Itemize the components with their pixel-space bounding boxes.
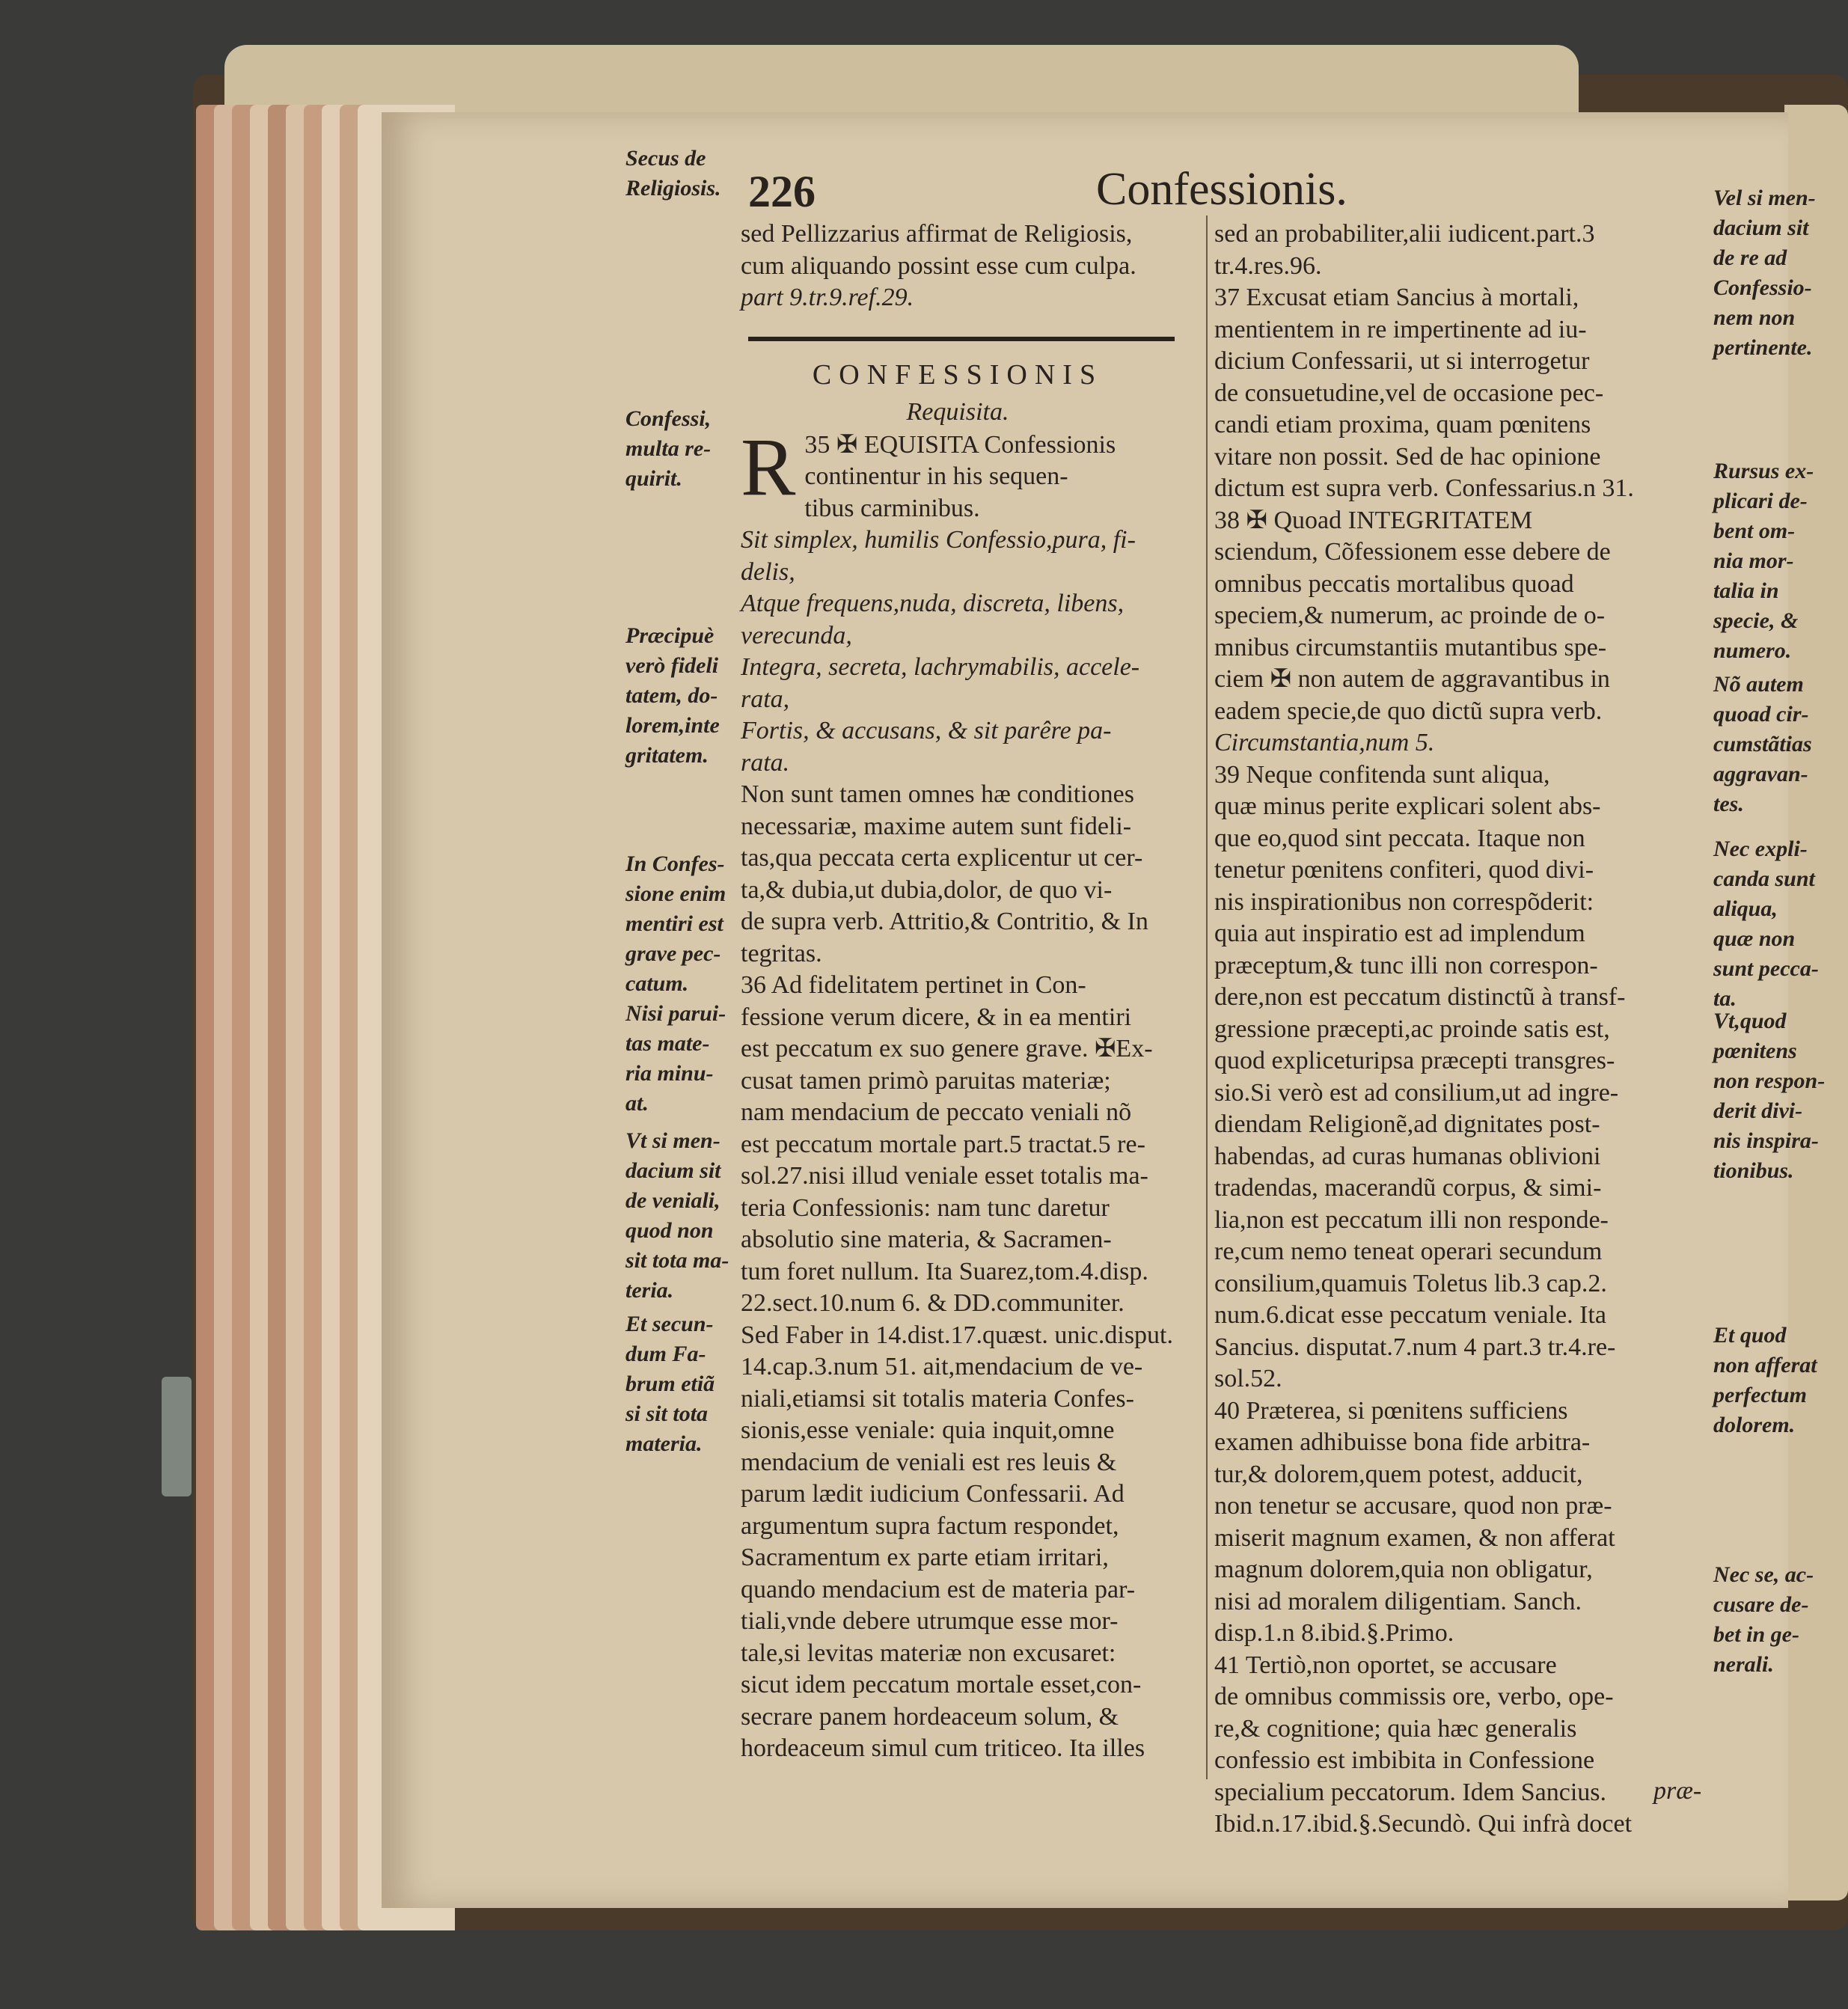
right-column — [1214, 218, 1708, 1841]
printed-page — [382, 112, 1826, 1908]
text-line: est peccatum mortale part.5 tractat.5 re- — [741, 1130, 1145, 1158]
text-line: mentientem in re impertinente ad iu- — [1214, 315, 1587, 343]
text-line: eadem specie,de quo dictũ supra verb. — [1214, 697, 1603, 725]
margin-note-line: Vel si men- — [1713, 186, 1816, 210]
margin-note-line: non afferat — [1713, 1353, 1817, 1377]
text-line: tiali,vnde debere utrumque esse mor- — [741, 1607, 1119, 1635]
text-line: nam mendacium de peccato veniali nõ — [741, 1098, 1132, 1126]
margin-note-line: sione enim — [625, 881, 726, 906]
text-line: necessariæ, maxime autem sunt fideli- — [741, 812, 1132, 840]
text-line: rata. — [741, 748, 790, 777]
margin-note-line: mentiri est — [625, 911, 723, 936]
margin-note-line: Religiosis. — [625, 176, 721, 201]
text-line: delis, — [741, 557, 795, 586]
margin-note-line: tes. — [1713, 792, 1744, 816]
text-line: de omnibus commissis ore, verbo, ope- — [1214, 1683, 1614, 1710]
margin-note-line: pœnitens — [1713, 1039, 1797, 1063]
text-line: diendam Religionẽ,ad dignitates post- — [1214, 1110, 1600, 1138]
text-line: niali,etiamsi sit totalis materia Confes- — [741, 1384, 1134, 1413]
text-line: Non sunt tamen omnes hæ conditiones — [741, 780, 1135, 808]
margin-note-line: aliqua, — [1713, 896, 1778, 921]
text-line: tr.4.res.96. — [1214, 251, 1322, 280]
margin-note — [1713, 1560, 1814, 1680]
margin-note-line: teria. — [625, 1278, 674, 1303]
margin-note — [625, 621, 720, 771]
text-line: candi etiam proxima, quam pœnitens — [1214, 411, 1591, 438]
margin-note-line: Confessi, — [625, 406, 712, 431]
text-line: sciendum, Cõfessionem esse debere de — [1214, 538, 1611, 566]
text-line: Sancius. disputat.7.num 4 part.3 tr.4.re- — [1214, 1333, 1616, 1361]
text-line: part 9.tr.9.ref.29. — [741, 284, 914, 311]
text-line: nis inspirationibus non correspõderit: — [1214, 887, 1594, 916]
margin-note-line: tas mate- — [625, 1031, 710, 1056]
margin-note — [1713, 670, 1812, 819]
margin-note-line: tionibus. — [1713, 1158, 1794, 1183]
text-line: lia,non est peccatum illi non responde- — [1214, 1205, 1609, 1234]
text-line: num.6.dicat esse peccatum veniale. Ita — [1214, 1301, 1606, 1329]
margin-note-line: quoad cir- — [1713, 702, 1809, 727]
text-line: 39 Neque confitenda sunt aliqua, — [1214, 760, 1550, 789]
text-line: teria Confessionis: nam tunc daretur — [741, 1193, 1110, 1222]
text-line: Integra, secreta, lachrymabilis, accele- — [741, 653, 1140, 681]
text-line: dicium Confessarii, ut si interrogetur — [1214, 347, 1590, 375]
text-line: rata, — [741, 685, 790, 713]
text-line: parum lædit iudicium Confessarii. Ad — [741, 1480, 1125, 1508]
margin-note — [625, 144, 721, 204]
text-line: tur,& dolorem,quem potest, adducit, — [1214, 1460, 1583, 1488]
text-line: consilium,quamuis Toletus lib.3 cap.2. — [1214, 1269, 1607, 1297]
text-line: 36 Ad fidelitatem pertinet in Con- — [741, 971, 1086, 999]
text-line: absolutio sine materia, & Sacramen- — [741, 1226, 1112, 1253]
text-line: tale,si levitas materiæ non excusaret: — [741, 1639, 1116, 1667]
text-line: quando mendacium est de materia par- — [741, 1575, 1136, 1603]
text-line: tegritas. — [741, 939, 822, 967]
text-line: Sacramentum ex parte etiam irritari, — [741, 1544, 1109, 1571]
text-line: cusat tamen primò paruitas materiæ; — [741, 1066, 1111, 1095]
text-line: specialium peccatorum. Idem Sancius. — [1214, 1778, 1606, 1806]
text-line: 14.cap.3.num 51. ait,mendacium de ve- — [741, 1353, 1143, 1380]
margin-note — [1713, 456, 1814, 666]
margin-note-line: multa re- — [625, 436, 712, 461]
margin-note — [625, 849, 726, 999]
margin-note-line: Nec se, ac- — [1713, 1562, 1814, 1587]
margin-note-line: Vt si men- — [625, 1128, 720, 1153]
margin-note-line: brum etiã — [625, 1372, 715, 1396]
text-line: que eo,quod sint peccata. Itaque non — [1214, 824, 1585, 852]
margin-note-line: Et secun- — [625, 1312, 714, 1336]
text-line: argumentum supra factum respondet, — [741, 1511, 1119, 1540]
text-line: quia aut inspiratio est ad implendum — [1214, 920, 1585, 947]
text-line: hordeaceum simul cum triticeo. Ita illes — [741, 1734, 1145, 1762]
margin-note-line: grave pec- — [625, 941, 721, 966]
text-line: secrare panem hordeaceum solum, & — [741, 1702, 1119, 1731]
text-line: cum aliquando possint esse cum culpa. — [741, 251, 1136, 280]
text-line: sol.52. — [1214, 1365, 1282, 1392]
text-line: mnibus circumstantiis mutantibus spe- — [1214, 633, 1607, 661]
text-line: Fortis, & accusans, & sit parêre pa- — [741, 717, 1112, 744]
text-line: disp.1.n 8.ibid.§.Primo. — [1214, 1619, 1454, 1647]
text-line: 22.sect.10.num 6. & DD.communiter. — [741, 1289, 1125, 1317]
margin-note-line: cumstãtias — [1713, 732, 1812, 756]
text-line: 35 ✠ EQUISITA Confessionis — [804, 430, 1116, 459]
drop-cap: R — [741, 421, 796, 513]
text-line: non tenetur se accusare, quod non præ- — [1214, 1492, 1612, 1520]
text-line: Sit simplex, humilis Confessio,pura, fi- — [741, 526, 1136, 554]
margin-note-line: Secus de — [625, 146, 706, 171]
margin-note-line: quæ non — [1713, 926, 1796, 951]
margin-note-line: sunt pecca- — [1713, 956, 1819, 981]
margin-note-line: ria minu- — [625, 1061, 714, 1086]
text-line: verecunda, — [741, 621, 852, 649]
margin-note — [1713, 834, 1819, 1014]
margin-note-line: derit divi- — [1713, 1098, 1803, 1123]
running-head: Confessionis. — [1096, 164, 1347, 215]
margin-note-line: gritatem. — [625, 743, 709, 768]
text-line: 40 Præterea, si pœnitens sufficiens — [1214, 1396, 1568, 1425]
margin-note-line: bent om- — [1713, 519, 1796, 543]
margin-note-line: dum Fa- — [625, 1342, 706, 1366]
text-line: re,cum nemo teneat operari secundum — [1214, 1238, 1603, 1265]
margin-note-line: talia in — [1713, 578, 1779, 603]
catchword: præ- — [1653, 1777, 1702, 1805]
text-line: nisi ad moralem diligentiam. Sanch. — [1214, 1587, 1582, 1615]
margin-note-line: numero. — [1713, 638, 1792, 663]
text-line: sicut idem peccatum mortale esset,con- — [741, 1671, 1142, 1698]
text-line: Ibid.n.17.ibid.§.Secundò. Qui infrà docet — [1214, 1810, 1633, 1838]
text-line: 41 Tertiò,non oportet, se accusare — [1214, 1651, 1557, 1679]
section-heading: CONFESSIONIS — [812, 358, 1104, 391]
text-line: ta,& dubia,ut dubia,dolor, de quo vi- — [741, 875, 1113, 904]
margin-note-line: canda sunt — [1713, 866, 1815, 891]
left-column — [741, 218, 1220, 1765]
margin-note-line: specie, & — [1713, 608, 1799, 633]
text-line: continentur in his sequen- — [804, 462, 1068, 490]
page-number: 226 — [748, 167, 816, 216]
text-line: Sed Faber in 14.dist.17.quæst. unic.disput. — [741, 1321, 1173, 1349]
margin-note-line: lorem,inte — [625, 713, 720, 738]
text-line: sio.Si verò est ad consilium,ut ad ingre- — [1214, 1078, 1619, 1107]
text-line: de supra verb. Attritio,& Contritio, & In — [741, 908, 1148, 935]
text-line: sed Pellizzarius affirmat de Religiosis, — [741, 220, 1133, 248]
left-body — [741, 525, 1220, 1765]
margin-note-line: nia mor- — [1713, 548, 1794, 573]
text-line: tas,qua peccata certa explicentur ut cer- — [741, 844, 1143, 872]
text-line: Circumstantia,num 5. — [1214, 729, 1435, 756]
margin-note-line: Nõ autem — [1713, 672, 1804, 697]
text-line: 37 Excusat etiam Sancius à mortali, — [1214, 284, 1579, 311]
text-line: re,& cognitione; quia hæc generalis — [1214, 1714, 1577, 1743]
margin-note-line: at. — [625, 1091, 649, 1116]
margin-note-line: aggravan- — [1713, 762, 1808, 786]
text-line: 38 ✠ Quoad INTEGRITATEM — [1214, 506, 1533, 534]
margin-note-line: plicari de- — [1713, 489, 1808, 513]
margin-note-line: quirit. — [625, 466, 682, 491]
section-divider — [741, 314, 1220, 359]
text-line: est peccatum ex suo genere grave. ✠Ex- — [741, 1035, 1153, 1062]
margin-note — [1713, 183, 1816, 363]
margin-note-line: dacium sit — [625, 1158, 721, 1183]
section-subheading: Requisita. — [906, 397, 1009, 426]
margin-note-line: catum. — [625, 971, 689, 996]
text-line: confessio est imbibita in Confessione — [1214, 1746, 1595, 1774]
margin-note-line: bet in ge- — [1713, 1622, 1799, 1647]
text-line: præceptum,& tunc illi non correspon- — [1214, 951, 1598, 979]
text-line: magnum dolorem,quia non obligatur, — [1214, 1556, 1593, 1583]
margin-note-line: Rursus ex- — [1713, 459, 1814, 483]
margin-note-line: pertinente. — [1713, 335, 1813, 360]
text-line: sionis,esse veniale: quia inquit,omne — [741, 1416, 1115, 1444]
text-line: tenetur pœnitens confiteri, quod divi- — [1214, 856, 1594, 884]
text-line: ciem ✠ non autem de aggravantibus in — [1214, 665, 1610, 693]
margin-note-line: dacium sit — [1713, 215, 1809, 240]
text-line: sed an probabiliter,alii iudicent.part.3 — [1214, 220, 1595, 248]
text-line: quæ minus perite explicari solent abs- — [1214, 792, 1601, 820]
text-line: dictum est supra verb. Confessarius.n 31. — [1214, 474, 1634, 502]
text-line: mendacium de veniali est res leuis & — [741, 1448, 1117, 1476]
margin-note-line: Confessio- — [1713, 275, 1812, 300]
margin-note — [1713, 1006, 1825, 1186]
margin-note-line: Vt,quod — [1713, 1009, 1787, 1033]
text-line: tradendas, macerandũ corpus, & simi- — [1214, 1174, 1602, 1202]
margin-note-line: verò fideli — [625, 653, 719, 678]
text-line: fessione verum dicere, & in ea mentiri — [741, 1003, 1132, 1031]
margin-note-line: tatem, do- — [625, 683, 718, 708]
margin-note-line: cusare de- — [1713, 1592, 1809, 1617]
opening-paragraph — [741, 421, 1220, 525]
margin-note-line: Nisi parui- — [625, 1001, 726, 1026]
margin-note-line: nerali. — [1713, 1652, 1774, 1677]
text-line: de consuetudine,vel de occasione pec- — [1214, 379, 1604, 407]
text-line: gressione præcepti,ac proinde satis est, — [1214, 1015, 1610, 1043]
margin-note-line: Nec expli- — [1713, 837, 1808, 861]
text-line: speciem,& numerum, ac proinde de o- — [1214, 602, 1606, 629]
text-line: omnibus peccatis mortalibus quoad — [1214, 569, 1574, 598]
text-line: sol.27.nisi illud veniale esset totalis ma- — [741, 1162, 1148, 1190]
margin-note-line: Et quod — [1713, 1323, 1787, 1348]
right-body — [1214, 218, 1708, 1841]
metal-clasp — [162, 1377, 192, 1496]
margin-note-line: de re ad — [1713, 245, 1787, 270]
text-line: miserit magnum examen, & non afferat — [1214, 1523, 1615, 1552]
margin-note-line: dolorem. — [1713, 1413, 1796, 1437]
text-line: tibus carminibus. — [804, 494, 980, 522]
margin-note — [625, 1126, 729, 1306]
margin-note-line: ta. — [1713, 986, 1737, 1011]
margin-note-line: quod non — [625, 1218, 714, 1243]
margin-note-line: sit tota ma- — [625, 1248, 729, 1273]
margin-note-line: non respon- — [1713, 1068, 1826, 1093]
text-line: examen adhibuisse bona fide arbitra- — [1214, 1428, 1591, 1456]
text-line: tum foret nullum. Ita Suarez,tom.4.disp. — [741, 1257, 1148, 1285]
margin-note-line: si sit tota — [625, 1401, 709, 1426]
margin-note — [625, 999, 726, 1119]
margin-note-line: nis inspira- — [1713, 1128, 1819, 1153]
text-line: habendas, ad curas humanas oblivioni — [1214, 1142, 1601, 1170]
margin-note-line: perfectum — [1713, 1383, 1807, 1407]
text-line: quod expliceturipsa præcepti transgres- — [1214, 1047, 1615, 1074]
margin-note-line: materia. — [625, 1431, 703, 1456]
text-line: vitare non possit. Sed de hac opinione — [1214, 442, 1601, 471]
margin-note — [1713, 1321, 1817, 1440]
margin-note-line: nem non — [1713, 305, 1796, 330]
text-line: Atque frequens,nuda, discreta, libens, — [741, 590, 1125, 617]
margin-note-line: Præcipuè — [625, 623, 715, 648]
margin-note-line: de veniali, — [625, 1188, 720, 1213]
text-line: dere,non est peccatum distinctũ à transf- — [1214, 983, 1626, 1011]
margin-note-line: In Confes- — [625, 851, 725, 876]
margin-note — [625, 1309, 715, 1459]
margin-note — [625, 404, 711, 494]
